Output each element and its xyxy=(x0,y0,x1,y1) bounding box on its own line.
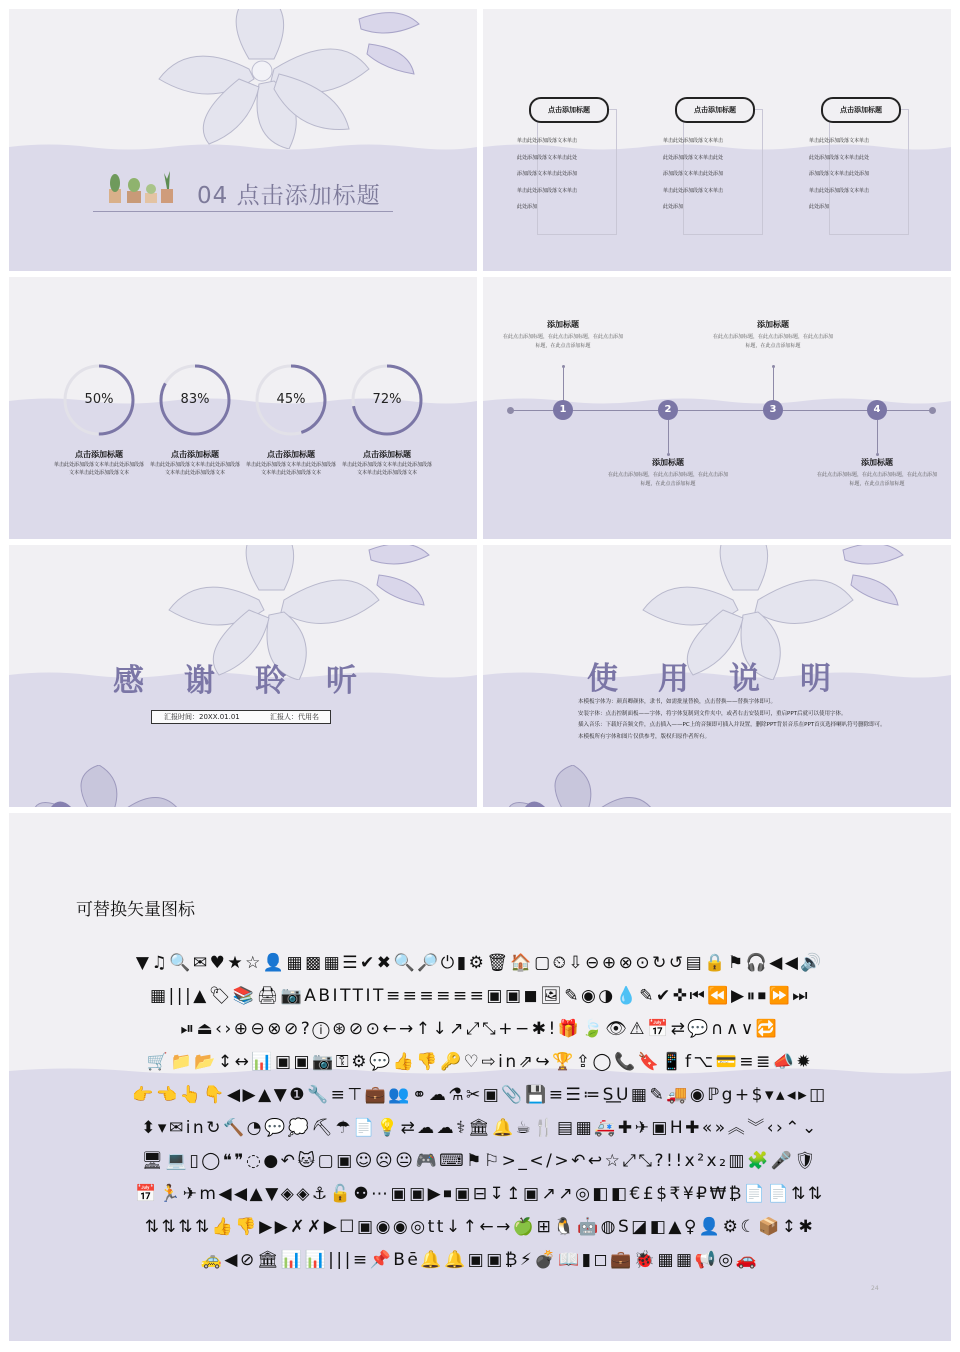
icon-row[interactable]: ⏯⏏‹›⊕⊖⊗⊘?ⓘ⊛⊘⊙←→↑↓↗⤢⤡+−✱!🎁🍃👁⚠📅⇄💬∩∧∨🔁 xyxy=(180,1019,780,1039)
timeline-item-4[interactable]: 添加标题 在此点击添加标题，在此点击添加标题，在此点击添加标题，在此点击添加标题 xyxy=(817,458,938,487)
report-info-bar xyxy=(151,710,331,724)
timeline-end-dot xyxy=(929,407,936,414)
ring-caption[interactable]: 点击添加标题 单击此处添加段落文本单击此处添加段落文本单击此处添加段落文本 xyxy=(341,450,432,476)
icon-row[interactable]: 👉👈👆👇◀▶▲▼❶🔧≡⊤💼👥⚭☁⚗✂▣📎💾≡☰≔S͟U▦✎🚚◉ℙg+$▾▴◂▸◫ xyxy=(132,1085,828,1105)
icon-row[interactable]: 📅🏃✈m◀◀▲▼◈◈⚓🔓⚉⋯▣▣▶⏹▣⊟↧↥▣↗↗◎◧◧€£$₹¥₽₩₿📄📄⇅⇅ xyxy=(135,1184,825,1204)
timeline-connector xyxy=(563,367,564,401)
timeline-node-1[interactable]: 1 xyxy=(553,400,573,420)
column-text[interactable]: 单击此处添加段落文本单击 此处添加段落文本单击此处 添加段落文本单击此处添加 单击此处添加段落文本单击 此处添加 xyxy=(517,138,578,210)
succulent-corner-illustration xyxy=(29,765,189,807)
column-heading[interactable]: 点击添加标题 xyxy=(529,97,609,123)
instructions-text[interactable]: 本模板字体为：颜真卿颜体，隶书，如需批量替换，点击替换——替换字体即可。 安装字体：点击控制面板——字体，将字体复制到文件夹中，或者右击安装即可，重启PPT后就可以使用字体。 插入音乐：下载好音频文件，点击插入——PC上的音频即可插入并设置，删除PPT背景音乐在PPT首页选择喇叭符号删除即可。 本模板所有字体和图片仅供参考，版权归原作者所有。 xyxy=(578,699,886,740)
ring-caption[interactable]: 点击添加标题 单击此处添加段落文本单击此处添加段落文本单击此处添加段落文本 xyxy=(245,450,336,476)
progress-value[interactable]: 45% xyxy=(276,392,306,407)
report-time[interactable]: 汇报时间：20XX.01.01 xyxy=(164,713,240,721)
timeline-node-4[interactable]: 4 xyxy=(867,400,887,420)
icon-row[interactable]: 🚕◀⊘🏛📊📊|||≡📌Bē🔔🔔▣▣₿⚡💣📖▮◻💼🐞▦▦📢◎🚗 xyxy=(200,1250,760,1270)
icon-row[interactable]: ⇅⇅⇅⇅👍👎▶▶✗✗▶☐▣◉◉◎tt↓↑←→🍏⊞🐧🤖◍S◪◧▲♀👤⚙☾📦↕✱ xyxy=(144,1217,816,1237)
timeline-start-dot xyxy=(507,407,514,414)
connector-dot xyxy=(772,365,775,368)
connector-dot xyxy=(667,453,670,456)
icon-row[interactable]: 🖥💻▯◯❝❞◌●↶🐱▢▣☺☹😐🎮⌨⚑⚐>_</>↶↩☆⤢⤡?!!x²x₂▥🧩🎤🛡 xyxy=(141,1151,819,1171)
title-underline xyxy=(93,211,393,212)
slide-section-title[interactable] xyxy=(9,9,477,271)
timeline-connector xyxy=(668,420,669,454)
connector-dot xyxy=(876,453,879,456)
column-heading[interactable]: 点击添加标题 xyxy=(821,97,901,123)
progress-value[interactable]: 72% xyxy=(372,392,402,407)
connector-dot xyxy=(562,365,565,368)
timeline-node-3[interactable]: 3 xyxy=(763,400,783,420)
column-heading[interactable]: 点击添加标题 xyxy=(675,97,755,123)
slide-instructions[interactable] xyxy=(483,545,951,807)
timeline-item-1[interactable]: 添加标题 在此点击添加标题，在此点击添加标题，在此点击添加标题，在此点击添加标题 xyxy=(503,320,624,349)
ring-caption[interactable]: 点击添加标题 单击此处添加段落文本单击此处添加段落文本单击此处添加段落文本 xyxy=(53,450,144,476)
slide-progress-rings[interactable] xyxy=(9,277,477,539)
timeline-connector xyxy=(773,367,774,401)
instructions-title[interactable]: 使用说明 xyxy=(587,661,871,697)
slide-timeline[interactable] xyxy=(483,277,951,539)
progress-ring xyxy=(350,363,424,437)
slide-icon-library[interactable] xyxy=(9,813,951,1341)
column-text[interactable]: 单击此处添加段落文本单击 此处添加段落文本单击此处 添加段落文本单击此处添加 单击此处添加段落文本单击 此处添加 xyxy=(809,138,870,210)
timeline-node-2[interactable]: 2 xyxy=(658,400,678,420)
icon-row[interactable]: ⬍▾✉in↻🔨◔💬💭⛏☂📄💡⇄☁☁⚕🏛🔔☕🍴▤▦🚑✚✈▣H✚«»︽︾‹›⌃⌄ xyxy=(141,1118,819,1138)
reporter-name[interactable]: 汇报人：代用名 xyxy=(270,713,319,721)
icon-row[interactable]: ▼♫🔍✉♥★☆👤▦▩▦☰✔✖🔍🔎⏻▮⚙🗑🏠▢⏲⇩⊖⊕⊗⊙↻↺▤🔒⚑🎧◀◀🔊 xyxy=(135,953,825,973)
progress-value[interactable]: 83% xyxy=(180,392,210,407)
slide-thanks[interactable] xyxy=(9,545,477,807)
progress-ring xyxy=(158,363,232,437)
section-title[interactable]: 04 点击添加标题 xyxy=(197,183,381,209)
progress-value[interactable]: 50% xyxy=(84,392,114,407)
timeline-item-2[interactable]: 添加标题 在此点击添加标题，在此点击添加标题，在此点击添加标题，在此点击添加标题 xyxy=(608,458,729,487)
succulent-corner-illustration xyxy=(503,765,663,807)
icon-row[interactable]: ▦|||▲🏷📚🖨📷ABITTIT≡≡≡≡≡≡▣▣◼🖼✎◉◑💧✎✔✜⏮⏪▶⏸⏹⏩⏭ xyxy=(149,986,811,1006)
timeline-item-3[interactable]: 添加标题 在此点击添加标题，在此点击添加标题，在此点击添加标题，在此点击添加标题 xyxy=(713,320,834,349)
timeline-connector xyxy=(877,420,878,454)
progress-ring xyxy=(62,363,136,437)
progress-ring xyxy=(254,363,328,437)
icon-library-heading[interactable]: 可替换矢量图标 xyxy=(76,900,195,920)
slide-three-columns[interactable] xyxy=(483,9,951,271)
page-number: 24 xyxy=(871,1285,879,1292)
thanks-title[interactable]: 感谢聆听 xyxy=(113,663,397,699)
column-text[interactable]: 单击此处添加段落文本单击 此处添加段落文本单击此处 添加段落文本单击此处添加 单击此处添加段落文本单击 此处添加 xyxy=(663,138,724,210)
icon-row[interactable]: 🛒📁📂↕↔📊▣▣📷⚿⚙💬👍👎🔑♡⇨in⇗↪🏆⇪◯📞🔖📱f⌥💳≡≣📣✹ xyxy=(146,1052,814,1072)
ring-caption[interactable]: 点击添加标题 单击此处添加段落文本单击此处添加段落文本单击此处添加段落文本 xyxy=(149,450,240,476)
potted-plants-icon xyxy=(105,165,179,205)
succulent-flower-illustration xyxy=(99,9,429,149)
